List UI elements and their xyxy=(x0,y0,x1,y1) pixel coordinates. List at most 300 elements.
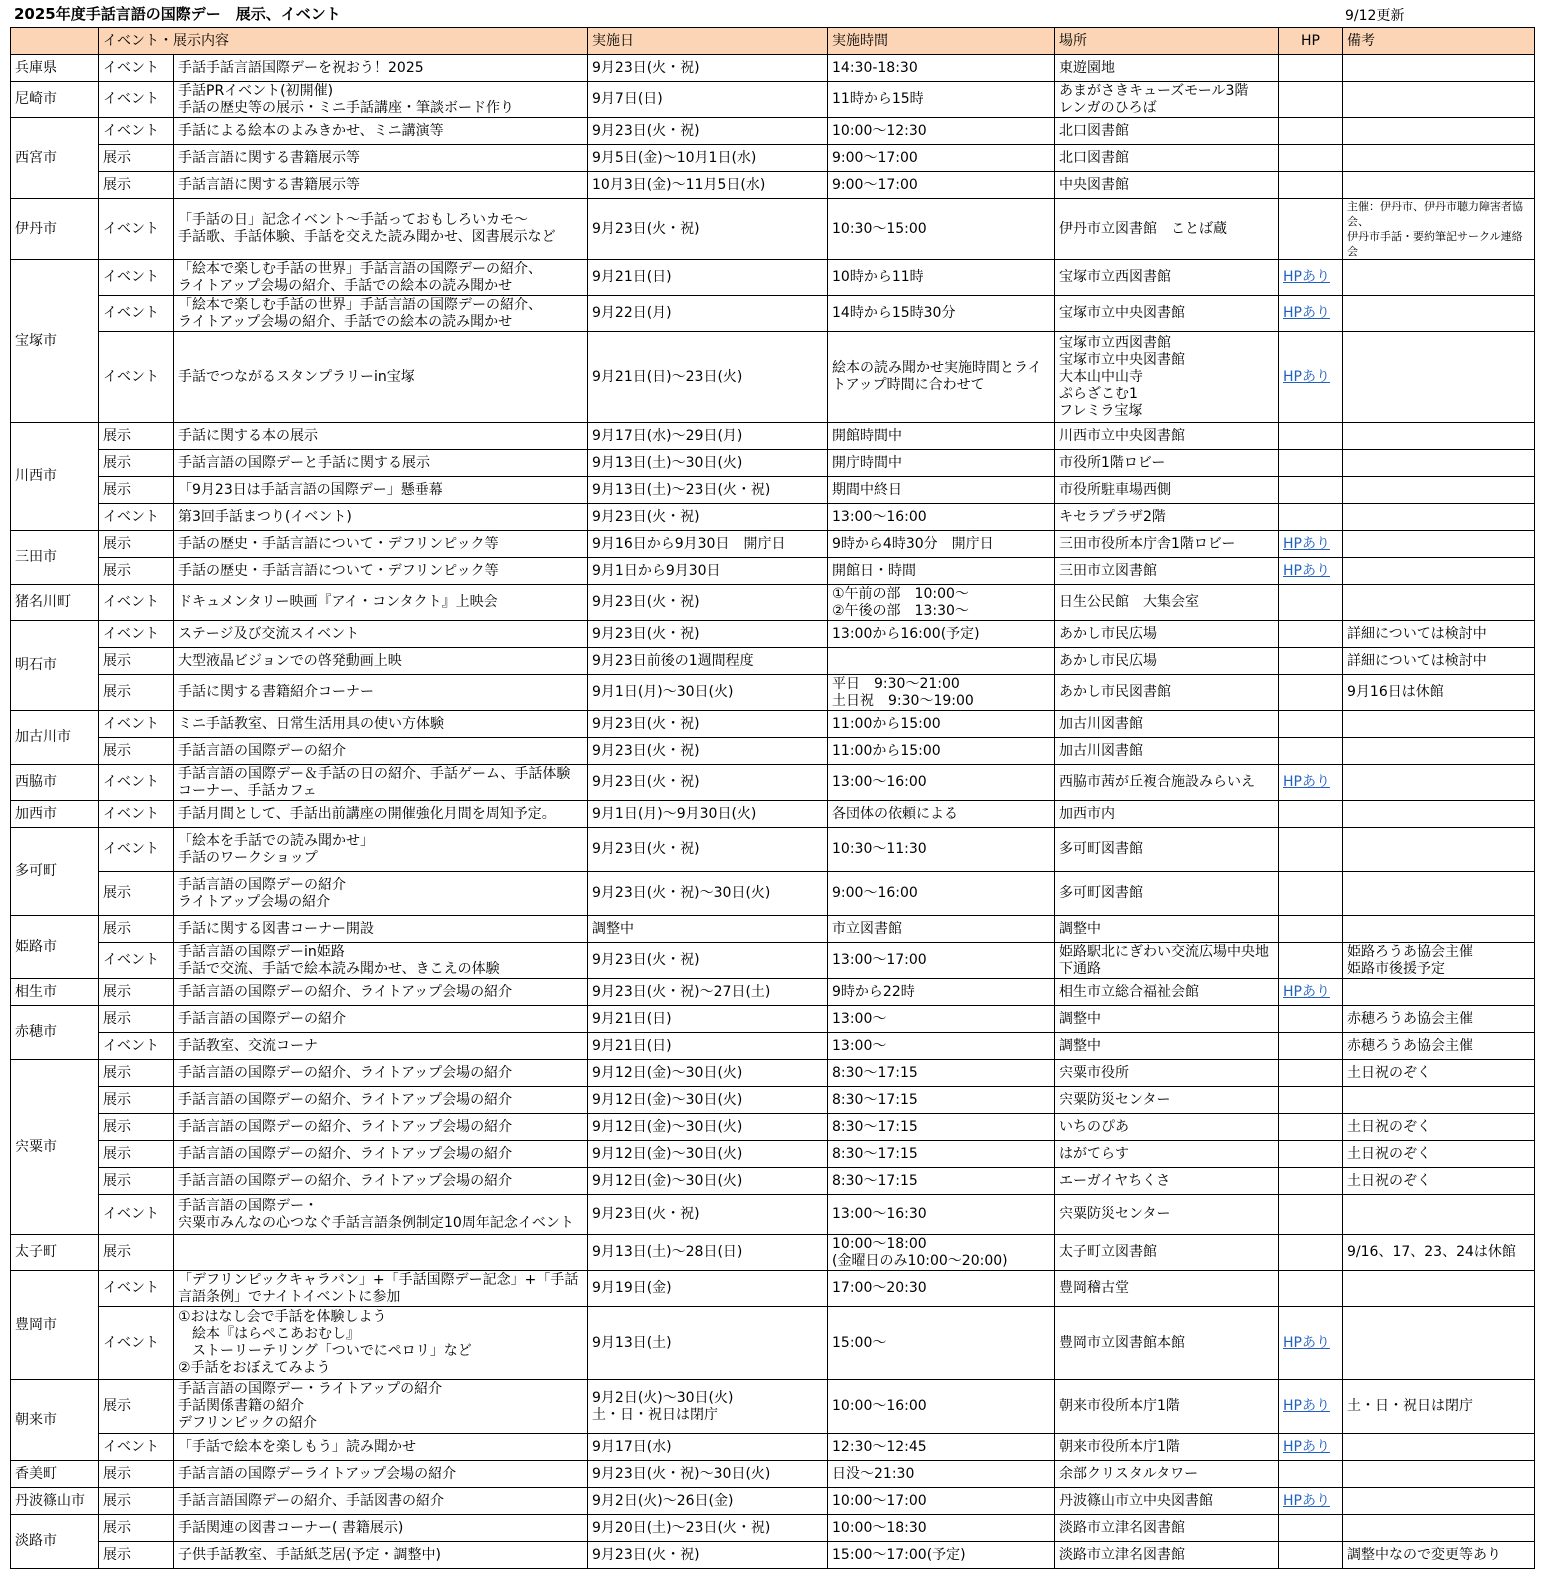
note-cell: 赤穂ろうあ協会主催 xyxy=(1343,1033,1535,1060)
hp-cell xyxy=(1279,118,1343,145)
note-cell xyxy=(1343,872,1535,916)
content-cell: 手話言語の国際デー＆手話の日の紹介、手話ゲーム、手話体験コーナー、手話カフェ xyxy=(174,765,588,801)
date-cell: 9月23日(火・祝) xyxy=(588,828,828,872)
place-cell: 淡路市立津名図書館 xyxy=(1055,1542,1279,1569)
prefecture-cell: 西宮市 xyxy=(11,118,99,199)
hp-cell xyxy=(1279,260,1343,296)
time-cell: 13:00～16:00 xyxy=(828,504,1055,531)
content-cell: 手話言語の国際デーの紹介、ライトアップ会場の紹介 xyxy=(174,1060,588,1087)
type-cell: 展示 xyxy=(99,477,174,504)
table-row xyxy=(11,423,1535,450)
content-cell: 手話言語の国際デーの紹介 xyxy=(174,1006,588,1033)
table-row xyxy=(11,765,1535,801)
table-row xyxy=(11,199,1535,260)
date-cell: 9月19日(金) xyxy=(588,1271,828,1307)
hp-cell xyxy=(1279,1307,1343,1380)
time-cell: 10:00～16:00 xyxy=(828,1380,1055,1434)
place-cell: エーガイヤちくさ xyxy=(1055,1168,1279,1195)
table-row xyxy=(11,531,1535,558)
table-row xyxy=(11,1087,1535,1114)
time-cell: 11時から15時 xyxy=(828,82,1055,118)
table-row xyxy=(11,1033,1535,1060)
type-cell: イベント xyxy=(99,828,174,872)
table-row xyxy=(11,801,1535,828)
hp-link[interactable]: HPあり xyxy=(1283,562,1330,579)
date-cell: 9月12日(金)～30日(火) xyxy=(588,1141,828,1168)
hp-cell xyxy=(1279,332,1343,423)
place-cell: あかし市民広場 xyxy=(1055,621,1279,648)
time-cell: 11:00から15:00 xyxy=(828,738,1055,765)
place-cell: あまがさきキューズモール3階 レンガのひろば xyxy=(1055,82,1279,118)
header-hp: HP xyxy=(1279,28,1343,55)
hp-cell xyxy=(1279,711,1343,738)
note-cell: 土・日・祝日は閉庁 xyxy=(1343,1380,1535,1434)
note-cell xyxy=(1343,1271,1535,1307)
table-row xyxy=(11,648,1535,675)
type-cell: 展示 xyxy=(99,531,174,558)
type-cell: 展示 xyxy=(99,1087,174,1114)
date-cell: 9月1日(月)～30日(火) xyxy=(588,675,828,711)
content-cell: 「絵本で楽しむ手話の世界」手話言語の国際デーの紹介、 ライトアップ会場の紹介、手話での絵本の読み聞かせ xyxy=(174,260,588,296)
place-cell: 市役所1階ロビー xyxy=(1055,450,1279,477)
time-cell: 8:30～17:15 xyxy=(828,1087,1055,1114)
hp-cell xyxy=(1279,172,1343,199)
note-cell xyxy=(1343,585,1535,621)
table-row xyxy=(11,1114,1535,1141)
note-cell: 土日祝のぞく xyxy=(1343,1114,1535,1141)
note-cell xyxy=(1343,172,1535,199)
place-cell: 市役所駐車場西側 xyxy=(1055,477,1279,504)
content-cell: 大型液晶ビジョンでの啓発動画上映 xyxy=(174,648,588,675)
prefecture-cell: 川西市 xyxy=(11,423,99,531)
type-cell: 展示 xyxy=(99,675,174,711)
hp-link[interactable]: HPあり xyxy=(1283,269,1330,285)
type-cell: イベント xyxy=(99,621,174,648)
time-cell: 10:00～17:00 xyxy=(828,1488,1055,1515)
hp-cell xyxy=(1279,916,1343,943)
type-cell: イベント xyxy=(99,260,174,296)
note-cell xyxy=(1343,738,1535,765)
note-cell xyxy=(1343,118,1535,145)
date-cell: 9月7日(日) xyxy=(588,82,828,118)
type-cell: 展示 xyxy=(99,1542,174,1569)
type-cell: イベント xyxy=(99,801,174,828)
hp-cell xyxy=(1279,296,1343,332)
prefecture-cell: 尼崎市 xyxy=(11,82,99,118)
date-cell: 9月23日(火・祝) xyxy=(588,765,828,801)
content-cell: 「9月23日は手話言語の国際デー」懸垂幕 xyxy=(174,477,588,504)
content-cell xyxy=(174,1235,588,1271)
place-cell: 丹波篠山市立中央図書館 xyxy=(1055,1488,1279,1515)
table-row xyxy=(11,828,1535,872)
content-cell: ステージ及び交流スイベント xyxy=(174,621,588,648)
place-cell: あかし市民広場 xyxy=(1055,648,1279,675)
note-cell: 詳細については検討中 xyxy=(1343,648,1535,675)
hp-cell xyxy=(1279,1087,1343,1114)
table-row xyxy=(11,504,1535,531)
time-cell: 13:00～16:30 xyxy=(828,1195,1055,1235)
content-cell: 手話言語の国際デー・ライトアップの紹介 手話関係書籍の紹介 デフリンピックの紹介 xyxy=(174,1380,588,1434)
time-cell: 15:00～17:00(予定) xyxy=(828,1542,1055,1569)
date-cell: 9月12日(金)～30日(火) xyxy=(588,1114,828,1141)
time-cell: 10:30～15:00 xyxy=(828,199,1055,260)
time-cell: 12:30～12:45 xyxy=(828,1434,1055,1461)
type-cell: イベント xyxy=(99,1434,174,1461)
place-cell: 調整中 xyxy=(1055,1006,1279,1033)
hp-cell xyxy=(1279,738,1343,765)
hp-cell xyxy=(1279,648,1343,675)
date-cell: 9月13日(土)～28日(日) xyxy=(588,1235,828,1271)
type-cell: 展示 xyxy=(99,648,174,675)
content-cell: 手話言語の国際デーの紹介、ライトアップ会場の紹介 xyxy=(174,1114,588,1141)
type-cell: イベント xyxy=(99,1307,174,1380)
date-cell: 9月20日(土)～23日(火・祝) xyxy=(588,1515,828,1542)
type-cell: 展示 xyxy=(99,558,174,585)
type-cell: 展示 xyxy=(99,872,174,916)
date-cell: 9月23日(火・祝)～30日(火) xyxy=(588,1461,828,1488)
time-cell: 市立図書館 xyxy=(828,916,1055,943)
content-cell: 手話言語の国際デーの紹介、ライトアップ会場の紹介 xyxy=(174,1168,588,1195)
type-cell: イベント xyxy=(99,765,174,801)
time-cell: 8:30～17:15 xyxy=(828,1060,1055,1087)
table-row xyxy=(11,711,1535,738)
table-row xyxy=(11,1060,1535,1087)
type-cell: イベント xyxy=(99,82,174,118)
date-cell: 9月21日(日) xyxy=(588,1006,828,1033)
type-cell: 展示 xyxy=(99,423,174,450)
content-cell: 手話教室、交流コーナ xyxy=(174,1033,588,1060)
time-cell: 11:00から15:00 xyxy=(828,711,1055,738)
table-row xyxy=(11,450,1535,477)
table-row xyxy=(11,296,1535,332)
time-cell: ①午前の部 10:00～ ②午後の部 13:30～ xyxy=(828,585,1055,621)
note-cell xyxy=(1343,423,1535,450)
time-cell: 8:30～17:15 xyxy=(828,1141,1055,1168)
type-cell: イベント xyxy=(99,296,174,332)
hp-cell xyxy=(1279,82,1343,118)
note-cell xyxy=(1343,504,1535,531)
date-cell: 9月23日(火・祝) xyxy=(588,1195,828,1235)
place-cell: 豊岡稽古堂 xyxy=(1055,1271,1279,1307)
hp-cell xyxy=(1279,585,1343,621)
table-row xyxy=(11,145,1535,172)
note-cell xyxy=(1343,1087,1535,1114)
type-cell: 展示 xyxy=(99,172,174,199)
time-cell: 10:00～12:30 xyxy=(828,118,1055,145)
type-cell: 展示 xyxy=(99,1461,174,1488)
content-cell: 「デフリンピックキャラバン」+「手話国際デー記念」+「手話言語条例」でナイトイベントに参加 xyxy=(174,1271,588,1307)
table-row xyxy=(11,1235,1535,1271)
table-row xyxy=(11,1542,1535,1569)
prefecture-cell: 兵庫県 xyxy=(11,55,99,82)
time-cell: 13:00から16:00(予定) xyxy=(828,621,1055,648)
place-cell: キセラプラザ2階 xyxy=(1055,504,1279,531)
table-row xyxy=(11,558,1535,585)
note-cell xyxy=(1343,979,1535,1006)
time-cell: 8:30～17:15 xyxy=(828,1168,1055,1195)
content-cell: 手話言語に関する書籍展示等 xyxy=(174,172,588,199)
hp-cell xyxy=(1279,1542,1343,1569)
place-cell: 伊丹市立図書館 ことば蔵 xyxy=(1055,199,1279,260)
prefecture-cell: 伊丹市 xyxy=(11,199,99,260)
date-cell: 9月13日(土) xyxy=(588,1307,828,1380)
note-cell: 姫路ろうあ協会主催 姫路市後援予定 xyxy=(1343,943,1535,979)
header-row xyxy=(11,28,1535,55)
hp-cell xyxy=(1279,801,1343,828)
hp-link[interactable]: HPあり xyxy=(1283,1398,1330,1414)
note-cell xyxy=(1343,801,1535,828)
hp-cell xyxy=(1279,1235,1343,1271)
place-cell: 北口図書館 xyxy=(1055,145,1279,172)
hp-cell xyxy=(1279,531,1343,558)
note-cell xyxy=(1343,1515,1535,1542)
time-cell: 15:00～ xyxy=(828,1307,1055,1380)
table-row xyxy=(11,979,1535,1006)
type-cell: 展示 xyxy=(99,738,174,765)
note-cell xyxy=(1343,1461,1535,1488)
date-cell: 9月13日(土)～30日(火) xyxy=(588,450,828,477)
table-row xyxy=(11,172,1535,199)
hp-cell xyxy=(1279,1195,1343,1235)
date-cell: 9月23日(火・祝) xyxy=(588,711,828,738)
content-cell: 手話に関する図書コーナー開設 xyxy=(174,916,588,943)
hp-cell xyxy=(1279,765,1343,801)
place-cell: いちのぴあ xyxy=(1055,1114,1279,1141)
prefecture-cell: 赤穂市 xyxy=(11,1006,99,1060)
hp-link[interactable]: HPあり xyxy=(1283,983,1330,1000)
header-date: 実施日 xyxy=(588,28,828,55)
prefecture-cell: 明石市 xyxy=(11,621,99,711)
note-cell: 主催：伊丹市、伊丹市聴力障害者協会、 伊丹市手話・要約筆記サークル連絡会 xyxy=(1343,199,1535,260)
hp-cell xyxy=(1279,1114,1343,1141)
place-cell: あかし市民図書館 xyxy=(1055,675,1279,711)
time-cell: 開館時間中 xyxy=(828,423,1055,450)
place-cell: 西脇市茜が丘複合施設みらいえ xyxy=(1055,765,1279,801)
hp-cell xyxy=(1279,1006,1343,1033)
table-row xyxy=(11,260,1535,296)
table-row xyxy=(11,55,1535,82)
note-cell: 調整中なので変更等あり xyxy=(1343,1542,1535,1569)
prefecture-cell: 朝来市 xyxy=(11,1380,99,1461)
place-cell: 宍粟防災センター xyxy=(1055,1195,1279,1235)
type-cell: イベント xyxy=(99,1271,174,1307)
table-row xyxy=(11,118,1535,145)
time-cell: 14:30-18:30 xyxy=(828,55,1055,82)
note-cell xyxy=(1343,450,1535,477)
content-cell: 手話言語の国際デーの紹介、ライトアップ会場の紹介 xyxy=(174,1141,588,1168)
time-cell: 9:00～17:00 xyxy=(828,172,1055,199)
date-cell: 9月23日(火・祝) xyxy=(588,199,828,260)
hp-link[interactable]: HPあり xyxy=(1283,1438,1330,1455)
table-row xyxy=(11,1195,1535,1235)
note-cell: 詳細については検討中 xyxy=(1343,621,1535,648)
date-cell: 9月21日(日) xyxy=(588,260,828,296)
note-cell xyxy=(1343,296,1535,332)
date-cell: 9月12日(金)～30日(火) xyxy=(588,1168,828,1195)
place-cell: 多可町図書館 xyxy=(1055,872,1279,916)
time-cell: 17:00～20:30 xyxy=(828,1271,1055,1307)
table-row xyxy=(11,943,1535,979)
events-table xyxy=(10,27,1535,1569)
date-cell: 9月5日(金)～10月1日(水) xyxy=(588,145,828,172)
hp-cell xyxy=(1279,504,1343,531)
hp-cell xyxy=(1279,1380,1343,1434)
date-cell: 9月22日(月) xyxy=(588,296,828,332)
date-cell: 9月23日(火・祝)～30日(火) xyxy=(588,872,828,916)
note-cell xyxy=(1343,1488,1535,1515)
table-row xyxy=(11,621,1535,648)
note-cell: 赤穂ろうあ協会主催 xyxy=(1343,1006,1535,1033)
date-cell: 9月16日から9月30日 開庁日 xyxy=(588,531,828,558)
content-cell: 手話言語の国際デーの紹介、ライトアップ会場の紹介 xyxy=(174,979,588,1006)
note-cell xyxy=(1343,260,1535,296)
hp-cell xyxy=(1279,199,1343,260)
table-row xyxy=(11,1461,1535,1488)
hp-link[interactable]: HPあり xyxy=(1283,1334,1330,1351)
date-cell: 9月23日(火・祝) xyxy=(588,585,828,621)
time-cell: 9:00～17:00 xyxy=(828,145,1055,172)
type-cell: 展示 xyxy=(99,1235,174,1271)
note-cell: 9/16、17、23、24は休館 xyxy=(1343,1235,1535,1271)
place-cell: 豊岡市立図書館本館 xyxy=(1055,1307,1279,1380)
content-cell: ミニ手話教室、日常生活用具の使い方体験 xyxy=(174,711,588,738)
table-row xyxy=(11,1380,1535,1434)
prefecture-cell: 西脇市 xyxy=(11,765,99,801)
place-cell: 淡路市立津名図書館 xyxy=(1055,1515,1279,1542)
hp-link[interactable]: HPあり xyxy=(1283,535,1330,552)
note-cell xyxy=(1343,477,1535,504)
content-cell: 「手話の日」記念イベント～手話っておもしろいカモ～ 手話歌、手話体験、手話を交えた読み聞かせ、図書展示など xyxy=(174,199,588,260)
hp-cell xyxy=(1279,872,1343,916)
hp-cell xyxy=(1279,675,1343,711)
header-note: 備考 xyxy=(1343,28,1535,55)
date-cell: 9月23日(火・祝) xyxy=(588,943,828,979)
date-cell: 9月23日(火・祝) xyxy=(588,118,828,145)
hp-cell xyxy=(1279,1271,1343,1307)
hp-cell xyxy=(1279,1515,1343,1542)
content-cell: 手話でつながるスタンプラリーin宝塚 xyxy=(174,332,588,423)
table-row xyxy=(11,1488,1535,1515)
hp-link[interactable]: HPあり xyxy=(1283,368,1330,385)
note-cell xyxy=(1343,531,1535,558)
place-cell: 北口図書館 xyxy=(1055,118,1279,145)
content-cell: 手話の歴史・手話言語について・デフリンピック等 xyxy=(174,531,588,558)
hp-cell xyxy=(1279,1033,1343,1060)
hp-cell xyxy=(1279,450,1343,477)
table-row xyxy=(11,675,1535,711)
time-cell: 9時から4時30分 開庁日 xyxy=(828,531,1055,558)
prefecture-cell: 相生市 xyxy=(11,979,99,1006)
type-cell: 展示 xyxy=(99,1515,174,1542)
content-cell: 手話月間として、手話出前講座の開催強化月間を周知予定。 xyxy=(174,801,588,828)
note-cell: 土日祝のぞく xyxy=(1343,1141,1535,1168)
place-cell: 宍粟市役所 xyxy=(1055,1060,1279,1087)
type-cell: 展示 xyxy=(99,1488,174,1515)
prefecture-cell: 豊岡市 xyxy=(11,1271,99,1380)
place-cell: 朝来市役所本庁1階 xyxy=(1055,1380,1279,1434)
content-cell: 手話言語に関する書籍展示等 xyxy=(174,145,588,172)
place-cell: 相生市立総合福祉会館 xyxy=(1055,979,1279,1006)
note-cell xyxy=(1343,916,1535,943)
note-cell xyxy=(1343,55,1535,82)
place-cell: 調整中 xyxy=(1055,916,1279,943)
content-cell: 子供手話教室、手話紙芝居(予定・調整中) xyxy=(174,1542,588,1569)
type-cell: 展示 xyxy=(99,1141,174,1168)
time-cell: 9時から22時 xyxy=(828,979,1055,1006)
prefecture-cell: 淡路市 xyxy=(11,1515,99,1569)
date-cell: 9月2日(火)～30日(火) 土・日・祝日は閉庁 xyxy=(588,1380,828,1434)
date-cell: 9月17日(水)～29日(月) xyxy=(588,423,828,450)
time-cell: 開庁時間中 xyxy=(828,450,1055,477)
note-cell xyxy=(1343,1195,1535,1235)
hp-link[interactable]: HPあり xyxy=(1283,305,1330,321)
hp-cell xyxy=(1279,943,1343,979)
date-cell: 9月13日(土)～23日(火・祝) xyxy=(588,477,828,504)
time-cell: 各団体の依頼による xyxy=(828,801,1055,828)
type-cell: 展示 xyxy=(99,1380,174,1434)
prefecture-cell: 加古川市 xyxy=(11,711,99,765)
type-cell: 展示 xyxy=(99,916,174,943)
hp-cell xyxy=(1279,145,1343,172)
place-cell: 中央図書館 xyxy=(1055,172,1279,199)
hp-link[interactable]: HPあり xyxy=(1283,1492,1330,1509)
date-cell: 9月23日(火・祝) xyxy=(588,738,828,765)
type-cell: イベント xyxy=(99,711,174,738)
note-cell xyxy=(1343,828,1535,872)
date-cell: 9月1日(月)～9月30日(火) xyxy=(588,801,828,828)
time-cell: 開館日・時間 xyxy=(828,558,1055,585)
content-cell: 手話言語の国際デーの紹介 ライトアップ会場の紹介 xyxy=(174,872,588,916)
time-cell: 10時から11時 xyxy=(828,260,1055,296)
content-cell: 「絵本を手話での読み聞かせ」 手話のワークショップ xyxy=(174,828,588,872)
hp-cell xyxy=(1279,477,1343,504)
note-cell xyxy=(1343,765,1535,801)
hp-cell xyxy=(1279,1461,1343,1488)
type-cell: イベント xyxy=(99,118,174,145)
type-cell: 展示 xyxy=(99,450,174,477)
type-cell: イベント xyxy=(99,1033,174,1060)
type-cell: イベント xyxy=(99,943,174,979)
time-cell: 9:00～16:00 xyxy=(828,872,1055,916)
type-cell: 展示 xyxy=(99,1114,174,1141)
note-cell xyxy=(1343,145,1535,172)
note-cell xyxy=(1343,1434,1535,1461)
prefecture-cell: 宍粟市 xyxy=(11,1060,99,1235)
hp-cell xyxy=(1279,979,1343,1006)
place-cell: 加西市内 xyxy=(1055,801,1279,828)
place-cell: 朝来市役所本庁1階 xyxy=(1055,1434,1279,1461)
prefecture-cell: 多可町 xyxy=(11,828,99,916)
hp-link[interactable]: HPあり xyxy=(1283,774,1330,790)
place-cell: 多可町図書館 xyxy=(1055,828,1279,872)
content-cell: 手話言語国際デーの紹介、手話図書の紹介 xyxy=(174,1488,588,1515)
date-cell: 9月23日(火・祝) xyxy=(588,621,828,648)
content-cell: 手話言語の国際デー・ 宍粟市みんなの心つなぐ手話言語条例制定10周年記念イベント xyxy=(174,1195,588,1235)
prefecture-cell: 丹波篠山市 xyxy=(11,1488,99,1515)
note-cell: 9月16日は休館 xyxy=(1343,675,1535,711)
place-cell: 姫路駅北にぎわい交流広場中央地下通路 xyxy=(1055,943,1279,979)
date-cell: 9月12日(金)～30日(火) xyxy=(588,1060,828,1087)
content-cell: 手話に関する書籍紹介コーナー xyxy=(174,675,588,711)
header-content: イベント・展示内容 xyxy=(99,28,588,55)
content-cell: 手話言語の国際デーの紹介、ライトアップ会場の紹介 xyxy=(174,1087,588,1114)
content-cell: 第3回手話まつり(イベント) xyxy=(174,504,588,531)
update-date: 9/12更新 xyxy=(1345,8,1405,24)
type-cell: 展示 xyxy=(99,1168,174,1195)
place-cell: 日生公民館 大集会室 xyxy=(1055,585,1279,621)
note-cell xyxy=(1343,1307,1535,1380)
time-cell: 10:00～18:00 (金曜日のみ10:00～20:00) xyxy=(828,1235,1055,1271)
